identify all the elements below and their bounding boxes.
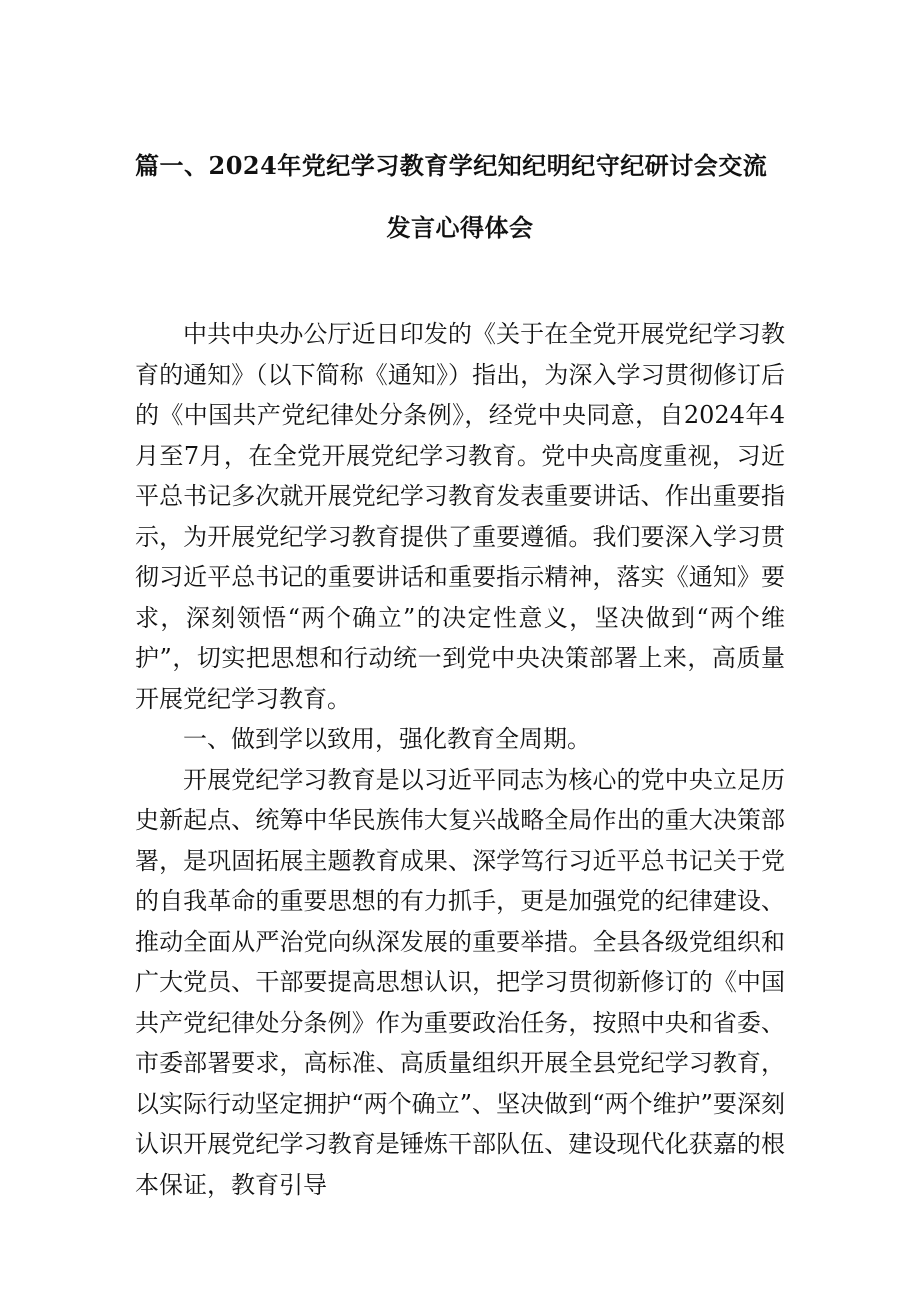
document-body xyxy=(135,314,785,1205)
section-heading-1: 一、做到学以致用，强化教育全周期。 xyxy=(183,725,591,753)
paragraph-intro: 中共中央办公厅近日印发的《关于在全党开展党纪学习教育的通知》（以下简称《通知》）指出，为深入学习贯彻修订后的《中国共产党纪律处分条例》，经党中央同意，自2024年4月至7月，在全党开展党纪学习教育。党中央高度重视，习近平总书记多次就开展党纪学习教育发表重要讲话、作出重要指示，为开展党纪学习教育提供了重要遵循。我们要深入学习贯彻习近平总书记的重要讲话和重要指示精神，落实《通知》要求，深刻领悟“两个确立”的决定性意义，坚决做到“两个维护”，切实把思想和行动统一到党中央决策部署上来，高质量开展党纪学习教育。 xyxy=(135,320,785,713)
document-title-line-1: 篇一、2024年党纪学习教育学纪知纪明纪守纪研讨会交流 xyxy=(135,151,768,180)
paragraph-section-1: 开展党纪学习教育是以习近平同志为核心的党中央立足历史新起点、统筹中华民族伟大复兴战略全局作出的重大决策部署，是巩固拓展主题教育成果、深学笃行习近平总书记关于党的自我革命的重要思想的有力抓手，更是加强党的纪律建设、推动全面从严治党向纵深发展的重要举措。全县各级党组织和广大党员、干部要提高思想认识，把学习贯彻新修订的《中国共产党纪律处分条例》作为重要政治任务，按照中央和省委、市委部署要求，高标准、高质量组织开展全县党纪学习教育，以实际行动坚定拥护“两个确立”、坚决做到“两个维护”要深刻认识开展党纪学习教育是锤炼干部队伍、建设现代化获嘉的根本保证，教育引导 xyxy=(135,765,785,1199)
document-title-line-2: 发言心得体会 xyxy=(386,213,534,242)
